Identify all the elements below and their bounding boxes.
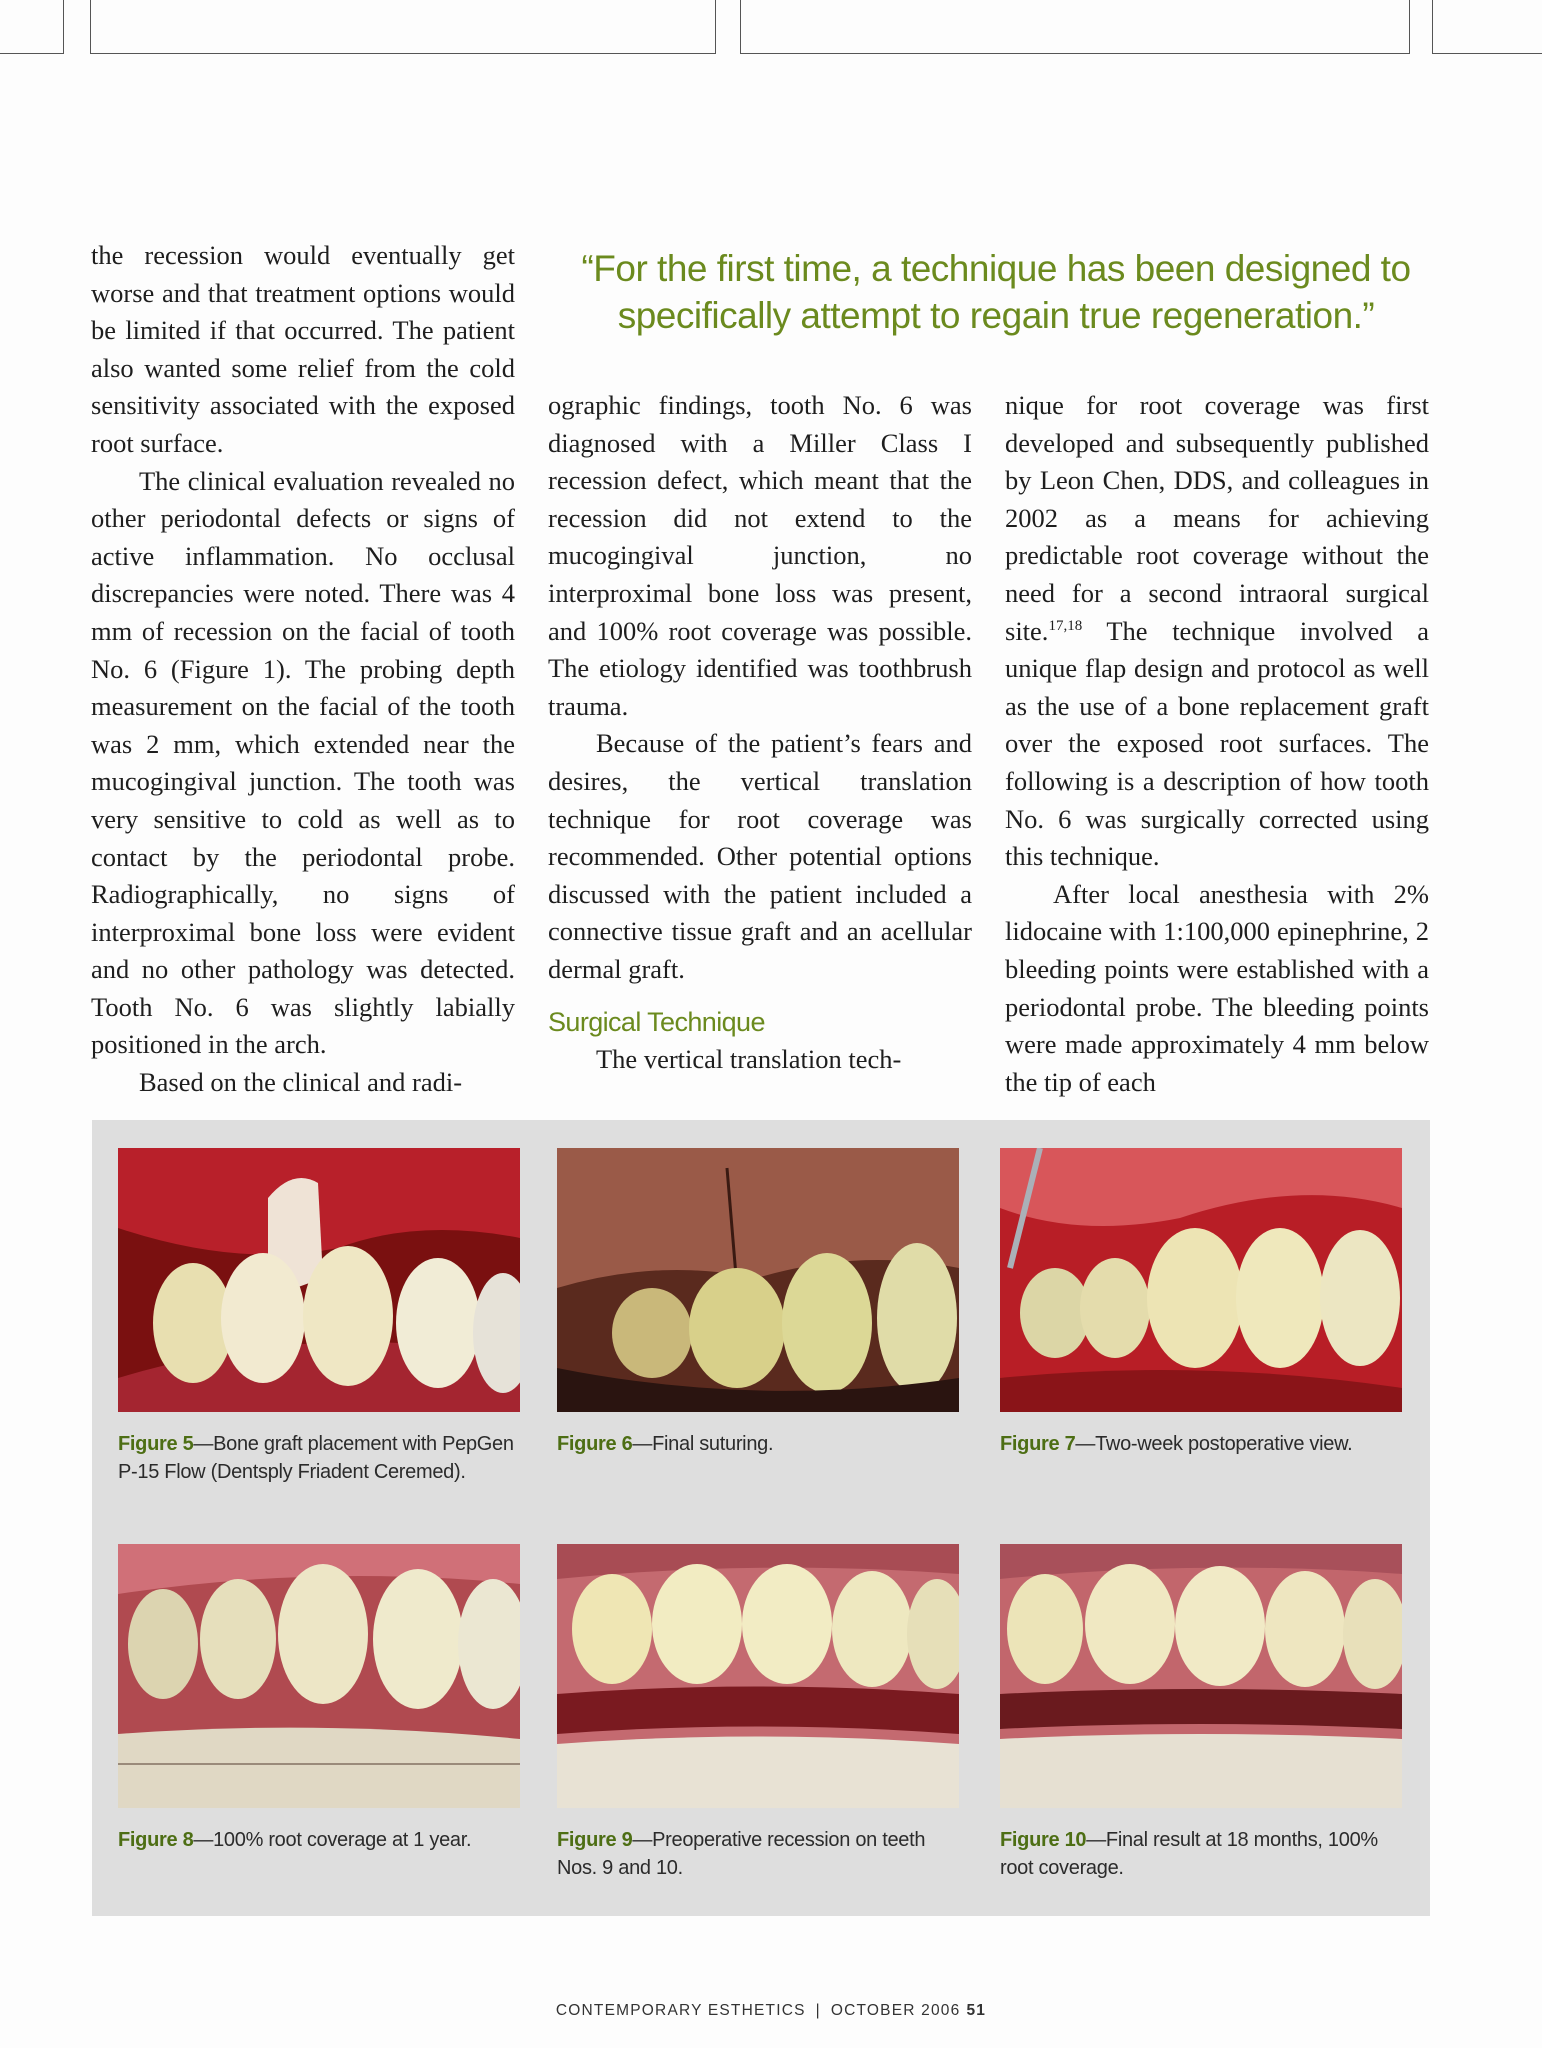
header-frame-left-edge <box>0 0 64 54</box>
figure-9-label: Figure 9 <box>557 1829 633 1851</box>
footer-publication: CONTEMPORARY ESTHETICS <box>555 2002 806 2019</box>
figure-7-caption-text: —Two-week postoperative view. <box>1075 1433 1353 1455</box>
header-frame-right <box>740 0 1410 54</box>
right-paragraph-1 <box>1005 387 1429 876</box>
left-paragraph-3: Based on the clinical and radi- <box>139 1067 463 1098</box>
figure-8-caption-text: —100% root coverage at 1 year. <box>193 1829 472 1851</box>
citation-superscript: 17,18 <box>1048 617 1083 634</box>
page-number: 51 <box>966 2002 987 2019</box>
figure-5-caption-text: —Bone graft placement with PepGen P-15 Flow (Dentsply Friadent Ceremed). <box>118 1433 514 1483</box>
left-paragraph-1: the recession would eventually get worse and that treatment options would be limited if that occurred. The patient also wanted some relief from the cold sensitivity associated with the exposed root surface. <box>91 240 515 458</box>
figure-5-photo <box>118 1148 520 1412</box>
body-column-right <box>1005 387 1429 1101</box>
footer-separator: | <box>815 2002 821 2019</box>
pull-quote-line-2: specifically attempt to regain true regeneration.” <box>617 295 1375 336</box>
page-footer <box>0 2002 1542 2020</box>
right-paragraph-1-text-b: The technique involved a unique flap design and protocol as well as the use of a bone replacement graft over the exposed root surfaces. The following is a description of how tooth No. 6 was surgically corrected using this technique. <box>1005 615 1429 872</box>
figure-10-caption-text: —Final result at 18 months, 100% root coverage. <box>1000 1829 1378 1879</box>
header-frame-left <box>90 0 716 54</box>
figure-10-caption <box>1000 1826 1410 1882</box>
figure-10-label: Figure 10 <box>1000 1829 1087 1851</box>
pull-quote <box>556 245 1436 339</box>
figure-6-caption-text: —Final suturing. <box>632 1433 774 1455</box>
figure-7-photo <box>1000 1148 1402 1412</box>
figure-9-photo <box>557 1544 959 1808</box>
figure-10-photo <box>1000 1544 1402 1808</box>
header-frame-right-edge <box>1432 0 1542 54</box>
right-paragraph-1-text-a: nique for root coverage was first developed and subsequently published by Leon Chen, DDS, and colleagues in 2002 as a means for achieving predictable root coverage without the need for a second intraoral surgical site. <box>1005 390 1429 646</box>
right-paragraph-2: After local anesthesia with 2% lidocaine with 1:100,000 epinephrine, 2 bleeding points were established with a periodontal probe. The bleeding points were made approximately 4 mm below the tip of each <box>1005 878 1429 1097</box>
figure-7-caption <box>1000 1430 1410 1458</box>
body-column-middle <box>548 387 972 1078</box>
pull-quote-line-1: “For the first time, a technique has been designed to <box>581 248 1411 289</box>
figure-5-caption <box>118 1430 528 1486</box>
figure-7-label: Figure 7 <box>1000 1433 1076 1455</box>
figure-9-caption <box>557 1826 967 1882</box>
middle-paragraph-3: The vertical translation tech- <box>596 1043 902 1074</box>
figure-6-photo <box>557 1148 959 1412</box>
figure-8-caption <box>118 1826 528 1854</box>
figure-6-label: Figure 6 <box>557 1433 633 1455</box>
figure-6-caption <box>557 1430 967 1458</box>
left-paragraph-2: The clinical evaluation revealed no other periodontal defects or signs of active inflammation. No occlusal discrepancies were noted. There was 4 mm of recession on the facial of tooth No. 6 (Figure 1). The probing depth measurement on the facial of the tooth was 2 mm, which extended near the mucogingival junction. The tooth was very sensitive to cold as well as to contact by the periodontal probe. Radiographically, no signs of interproximal bone loss were evident and no other pathology was detected. Tooth No. 6 was slightly labially positioned in the arch. <box>91 465 515 1060</box>
section-heading-surgical-technique: Surgical Technique <box>548 1006 765 1037</box>
figure-5-label: Figure 5 <box>118 1433 194 1455</box>
middle-paragraph-2: Because of the patient’s fears and desires, the vertical translation technique for root coverage was recommended. Other potential options discussed with the patient included a connective tissue graft and an acellular dermal graft. <box>548 728 972 984</box>
footer-issue: OCTOBER 2006 <box>830 2002 961 2019</box>
figure-8-photo <box>118 1544 520 1808</box>
middle-paragraph-1: ographic findings, tooth No. 6 was diagnosed with a Miller Class I recession defect, which meant that the recession did not extend to the mucogingival junction, no interproximal bone loss was present, and 100% root coverage was possible. The etiology identified was toothbrush trauma. <box>548 390 972 721</box>
body-column-left <box>91 237 515 1102</box>
figure-9-caption-text: —Preoperative recession on teeth Nos. 9 and 10. <box>557 1829 926 1879</box>
figure-8-label: Figure 8 <box>118 1829 194 1851</box>
